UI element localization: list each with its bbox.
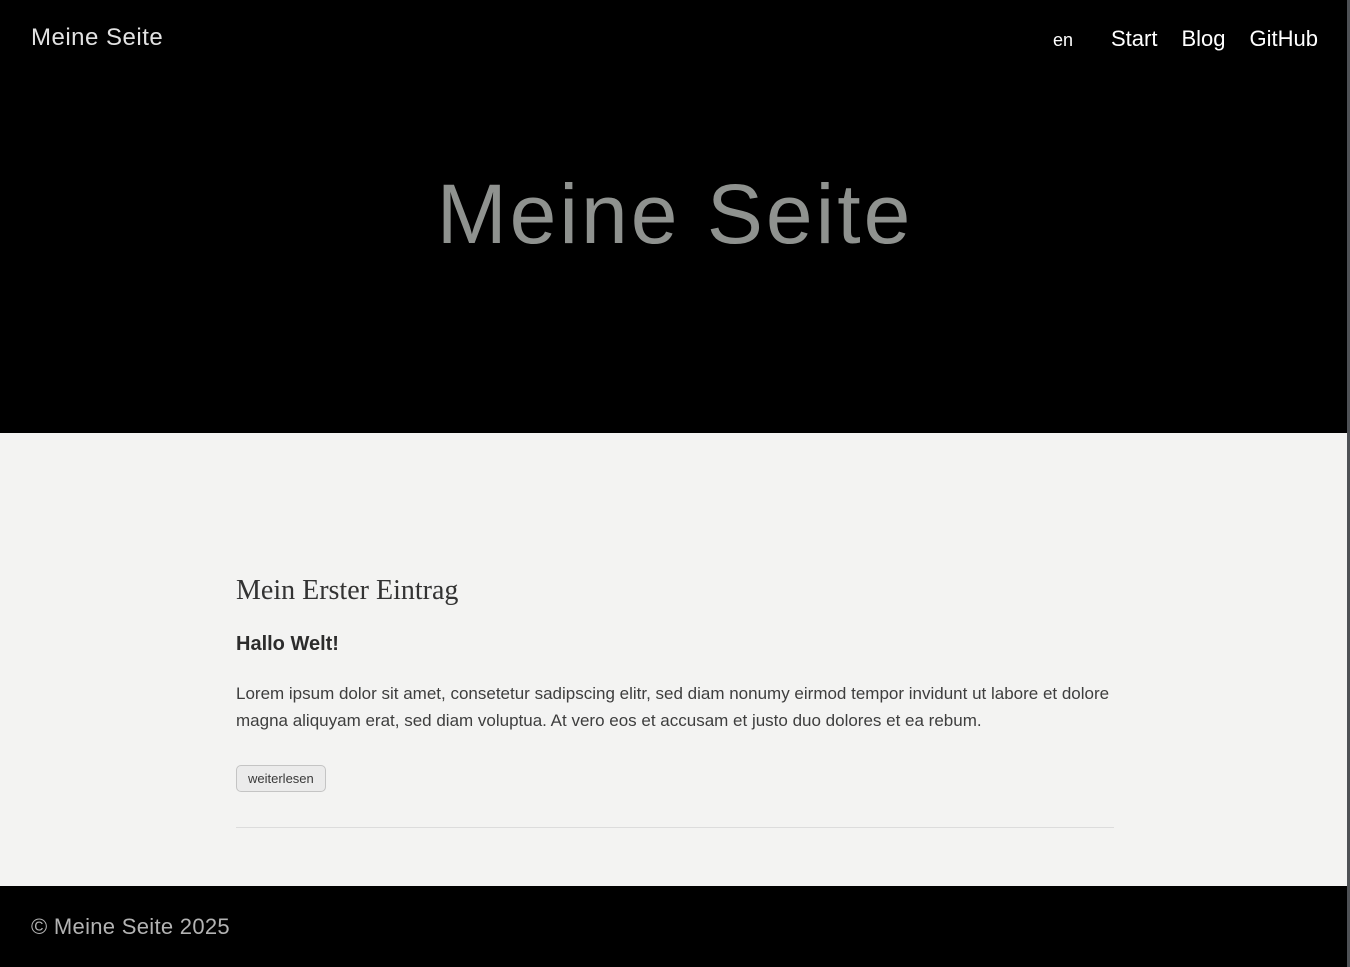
content-area <box>0 433 1350 894</box>
navbar <box>0 0 1350 52</box>
hero-title: Meine Seite <box>436 166 914 261</box>
hero-header <box>0 0 1350 433</box>
nav-item-language[interactable]: en <box>1052 30 1073 50</box>
nav-item-github[interactable]: GitHub <box>1249 26 1318 51</box>
post-subtitle: Hallo Welt! <box>236 633 339 655</box>
main-nav <box>1053 24 1318 52</box>
read-more-button[interactable]: weiterlesen <box>236 765 326 792</box>
post-excerpt: Lorem ipsum dolor sit amet, consetetur sadipscing elitr, sed diam nonumy eirmod tempor invidunt ut labore et dolore magna aliquyam erat, sed diam voluptua. At vero eos et accusam et justo duo dolores et ea rebum. <box>236 684 1110 730</box>
footer <box>0 886 1350 967</box>
nav-item-blog[interactable]: Blog <box>1181 26 1226 51</box>
nav-item-start[interactable]: Start <box>1111 26 1158 51</box>
brand-link[interactable]: Meine Seite <box>31 24 164 51</box>
copyright-text: © Meine Seite 2025 <box>31 913 230 939</box>
content-wrapper <box>236 433 1114 894</box>
hero-title-wrap <box>0 0 1350 433</box>
post-divider <box>236 827 1114 828</box>
blog-post-entry <box>236 575 1114 828</box>
post-title-link[interactable]: Mein Erster Eintrag <box>236 575 459 606</box>
